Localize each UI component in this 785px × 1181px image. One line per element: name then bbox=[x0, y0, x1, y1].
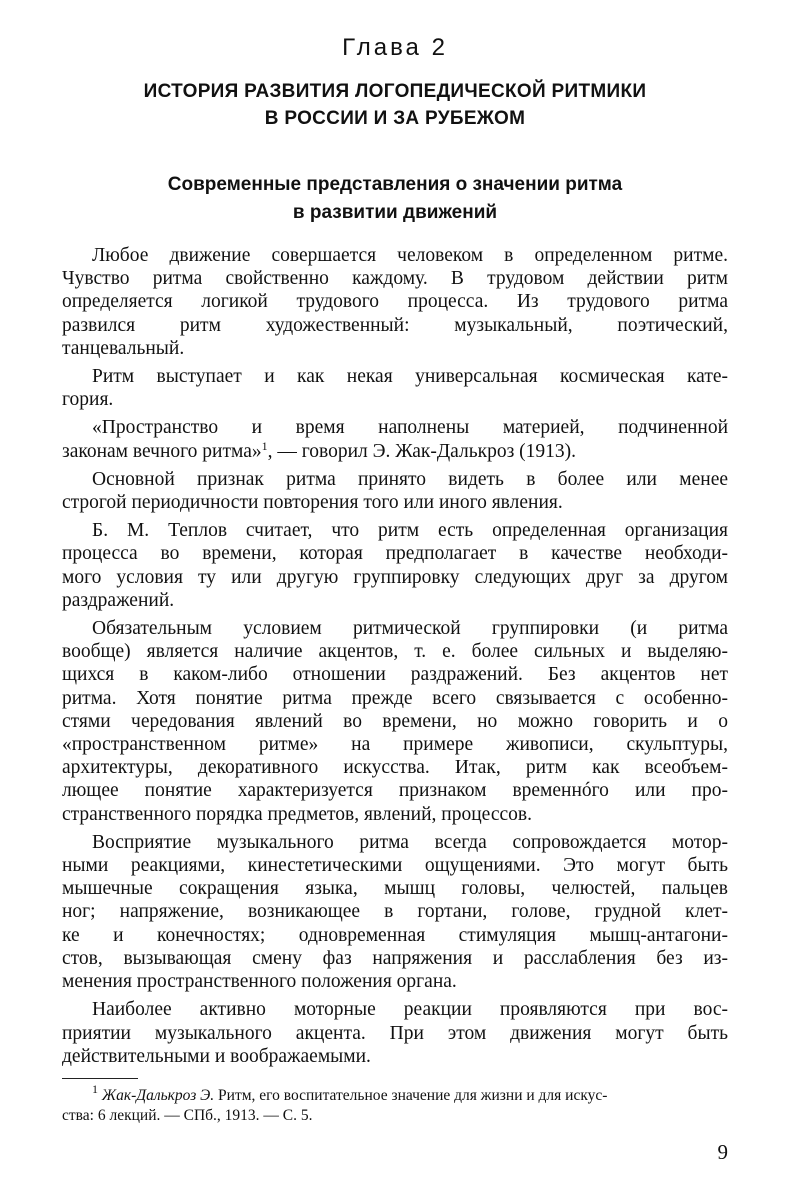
footnote-marker: 1 bbox=[92, 1082, 98, 1096]
quote-attribution: , — говорил Э. Жак-Далькроз (1913). bbox=[267, 440, 577, 462]
text-line: гория. bbox=[62, 389, 114, 411]
text-line: Обязательным условием ритмической группировки (и ритма bbox=[92, 618, 728, 640]
text-line: ритма. Хотя понятие ритма прежде всего связывается с особенно- bbox=[62, 687, 728, 709]
page-number: 9 bbox=[717, 1140, 728, 1164]
section-title bbox=[62, 171, 728, 227]
text-line: раздражений. bbox=[62, 589, 175, 611]
footnote-divider bbox=[62, 1078, 138, 1079]
text-line: танцевальный. bbox=[62, 337, 185, 359]
footnote bbox=[62, 1082, 728, 1126]
text-line: лющее понятие характеризуется признаком временнóго или про- bbox=[62, 780, 728, 802]
text-line: ног; напряжение, возникающее в гортани, голове, грудной клет- bbox=[62, 901, 728, 923]
chapter-label: Глава 2 bbox=[342, 34, 448, 61]
chapter-title bbox=[62, 78, 728, 132]
paragraph bbox=[62, 617, 728, 826]
text-line: щихся в каком-либо отношении раздражений. Без акцентов нет bbox=[62, 664, 728, 686]
text-line: Основной признак ритма принято видеть в более или менее bbox=[92, 468, 728, 490]
text-line: строгой периодичности повторения того или иного явления. bbox=[62, 492, 563, 514]
chapter-title-line: ИСТОРИЯ РАЗВИТИЯ ЛОГОПЕДИЧЕСКОЙ РИТМИКИ bbox=[143, 81, 647, 102]
text-line: Наиболее активно моторные реакции проявляются при вос- bbox=[92, 999, 728, 1021]
footnote-ref: 1 bbox=[261, 438, 268, 453]
paragraph bbox=[62, 998, 728, 1068]
text-line: стов, вызывающая смену фаз напряжения и расслабления без из- bbox=[62, 947, 728, 969]
text-line: Ритм выступает и как некая универсальная космическая кате- bbox=[92, 366, 728, 388]
text-line bbox=[62, 440, 728, 463]
text-line: архитектуры, декоративного искусства. Итак, ритм как всеобъем- bbox=[62, 757, 728, 779]
text-line: стями чередования явлений во времени, но можно говорить и о bbox=[62, 710, 728, 732]
paragraph bbox=[62, 416, 728, 462]
section-title-line: Современные представления о значении ритма bbox=[167, 174, 623, 195]
text-line: странственного порядка предметов, явлений, процессов. bbox=[62, 803, 532, 825]
quote-text: законам вечного ритма» bbox=[62, 440, 262, 462]
chapter-title-line: В РОССИИ И ЗА РУБЕЖОМ bbox=[264, 108, 526, 129]
paragraph bbox=[62, 831, 728, 993]
footnote-text: Ритм, его воспитательное значение для жизни и для искус- bbox=[214, 1087, 608, 1104]
text-line: процесса во времени, которая предполагает в качестве необходи- bbox=[62, 543, 728, 565]
text-line: действительными и воображаемыми. bbox=[62, 1045, 371, 1067]
text-line: ке и конечностях; одновременная стимуляция мышц-антагони- bbox=[62, 924, 728, 946]
text-line: приятии музыкального акцента. При этом движения могут быть bbox=[62, 1022, 728, 1044]
text-line: Чувство ритма свойственно каждому. В трудовом действии ритм bbox=[62, 268, 728, 290]
text-line: вообще) является наличие акцентов, т. е. более сильных и выделяю- bbox=[62, 641, 728, 663]
footnote-line bbox=[62, 1082, 728, 1106]
text-line: определяется логикой трудового процесса. Из трудового ритма bbox=[62, 291, 728, 313]
text-line: мышечные сокращения языка, мышц головы, челюстей, пальцев bbox=[62, 878, 728, 900]
paragraph bbox=[62, 519, 728, 612]
paragraph bbox=[62, 244, 728, 360]
text-line: Б. М. Теплов считает, что ритм есть определенная организация bbox=[92, 520, 728, 542]
book-page bbox=[62, 0, 728, 1181]
text-line: Любое движение совершается человеком в определенном ритме. bbox=[92, 245, 728, 266]
text-line: развился ритм художественный: музыкальный, поэтический, bbox=[62, 314, 728, 336]
paragraph bbox=[62, 468, 728, 514]
text-line: мого условия ту или другую группировку следующих друг за другом bbox=[62, 566, 728, 588]
text-line: менения пространственного положения органа. bbox=[62, 971, 457, 993]
footnote-author: Жак-Далькроз Э. bbox=[101, 1087, 215, 1104]
text-line: «Пространство и время наполнены материей, подчиненной bbox=[92, 417, 728, 439]
footnote-line: ства: 6 лекций. — СПб., 1913. — С. 5. bbox=[62, 1107, 313, 1124]
body-text bbox=[62, 244, 728, 1073]
text-line: «пространственном ритме» на примере живописи, скульптуры, bbox=[62, 734, 728, 756]
text-line: Восприятие музыкального ритма всегда сопровождается мотор- bbox=[92, 831, 728, 853]
section-title-line: в развитии движений bbox=[292, 202, 498, 223]
text-line: ными реакциями, кинестетическими ощущениями. Это могут быть bbox=[62, 855, 728, 877]
paragraph bbox=[62, 365, 728, 411]
